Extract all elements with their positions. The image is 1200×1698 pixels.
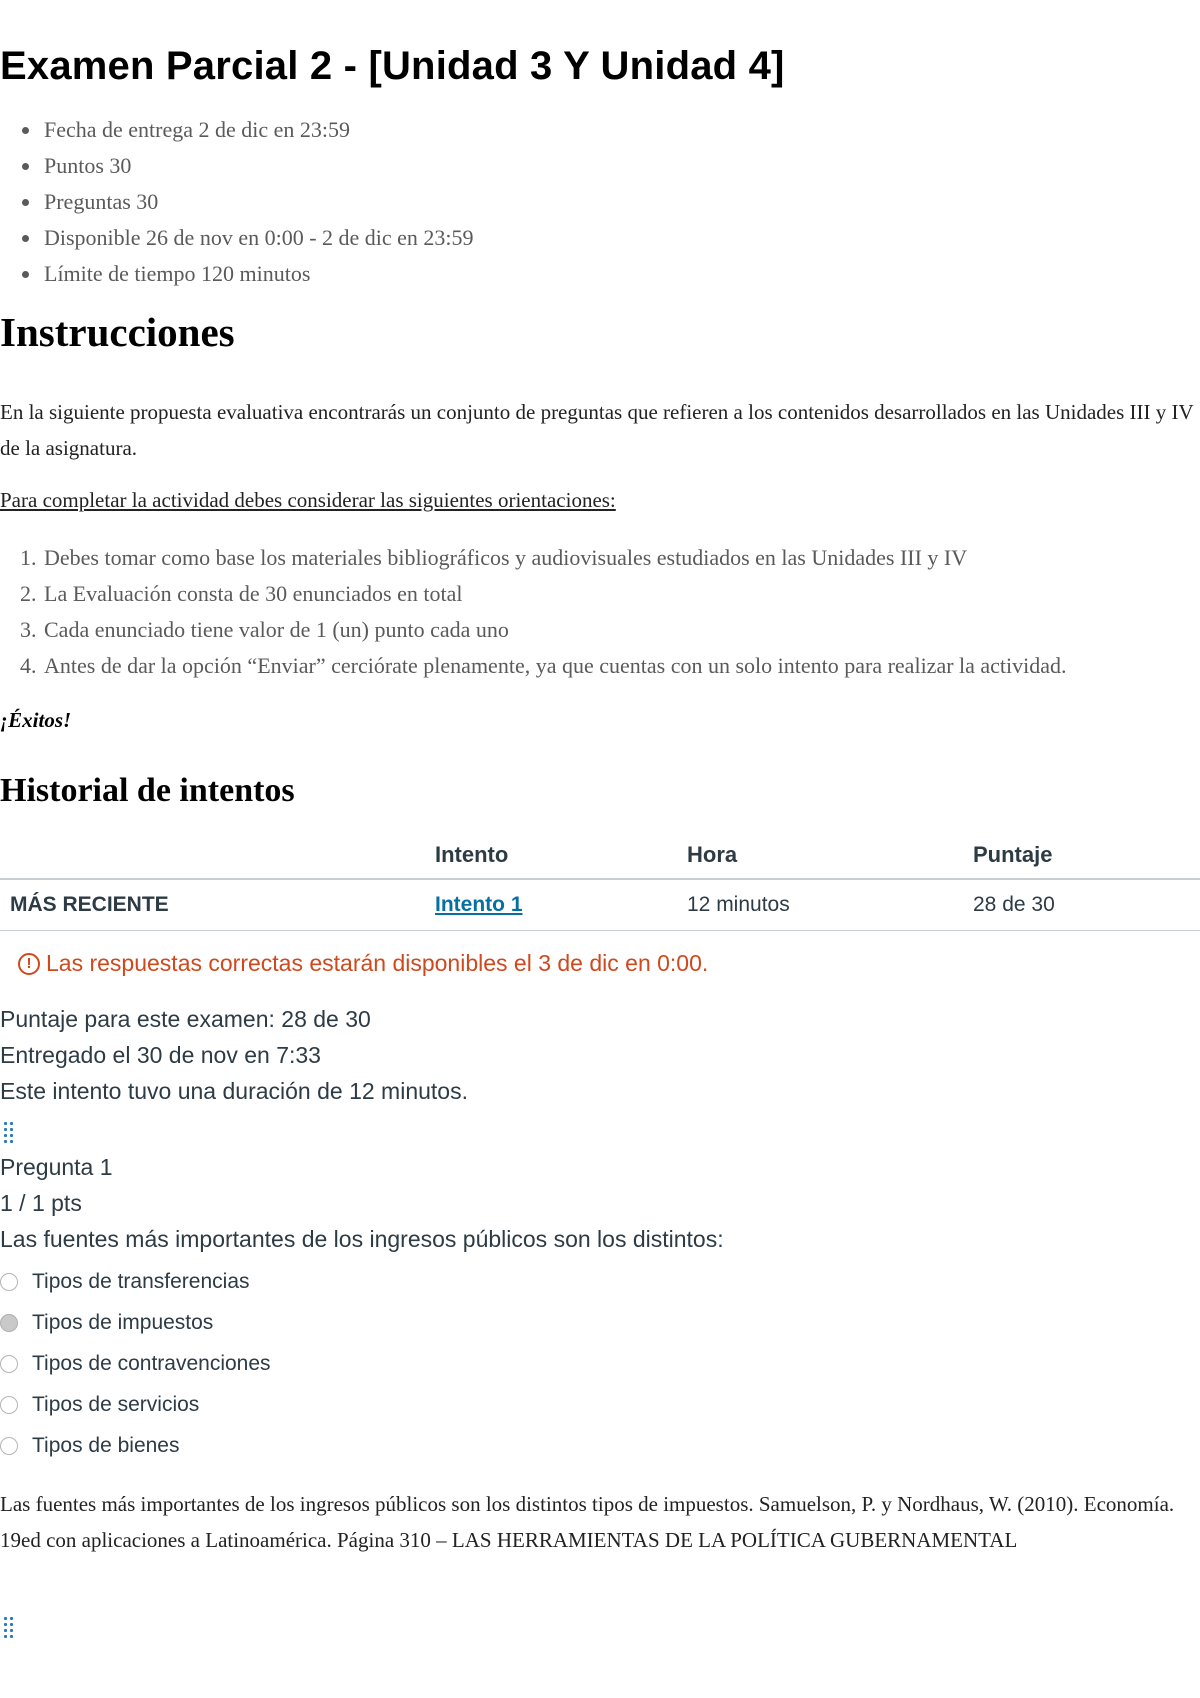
warning-icon: ! [18, 953, 40, 975]
detail-time-limit: Límite de tiempo 120 minutos [44, 256, 474, 292]
answer-explanation: Las fuentes más importantes de los ingresos públicos son los distintos tipos de impuestos. Samuelson, P. y Nordhaus, W. (2010). Economía. 19ed con aplicaciones a Latinoamérica. Página 310 – LAS HERRAMIENTAS DE LA POLÍTICA GUBERNAMENTAL [0, 1492, 1175, 1552]
column-header-time: Hora [687, 832, 973, 879]
detail-available: Disponible 26 de nov en 0:00 - 2 de dic en 23:59 [44, 220, 474, 256]
question-text: Las fuentes más importantes de los ingresos públicos son los distintos: [0, 1226, 724, 1252]
drag-handle-icon[interactable] [4, 1120, 16, 1146]
step-number: 2. [20, 581, 37, 606]
step-text: Debes tomar como base los materiales bibliográficos y audiovisuales estudiados en las Unidades III y IV [44, 545, 968, 570]
step-item [20, 576, 1067, 612]
attempt-cell [435, 879, 687, 931]
instructions-paragraph: En la siguiente propuesta evaluativa encontrarás un conjunto de preguntas que refieren a los contenidos desarrollados en las Unidades III y IV de la asignatura. [0, 400, 1194, 460]
step-item [20, 540, 1067, 576]
quiz-score: Puntaje para este examen: 28 de 30 [0, 1006, 371, 1032]
answer-option [0, 1349, 271, 1379]
radio-selected-icon [0, 1314, 18, 1332]
column-header-blank [0, 832, 435, 879]
answer-label: Tipos de servicios [32, 1393, 200, 1416]
radio-icon [0, 1437, 18, 1455]
question-points: 1 / 1 pts [0, 1190, 82, 1216]
column-header-attempt: Intento [435, 832, 687, 879]
instructions-heading: Instrucciones [0, 309, 235, 355]
drag-handle-icon[interactable] [4, 1615, 16, 1641]
closing-message: ¡Éxitos! [0, 708, 72, 732]
attempt-score: 28 de 30 [973, 879, 1200, 931]
column-header-score: Puntaje [973, 832, 1200, 879]
answer-option-selected [0, 1308, 213, 1338]
table-header-row [0, 832, 1200, 879]
attempt-link[interactable]: Intento 1 [435, 893, 523, 916]
step-text: Antes de dar la opción “Enviar” cerciórate plenamente, ya que cuentas con un solo intento para realizar la actividad. [44, 653, 1067, 678]
history-heading: Historial de intentos [0, 772, 295, 809]
step-item [20, 648, 1067, 684]
answer-option [0, 1431, 179, 1461]
question-number: Pregunta 1 [0, 1154, 113, 1180]
orientations-label: Para completar la actividad debes considerar las siguientes orientaciones: [0, 488, 616, 512]
attempt-history-table [0, 832, 1200, 931]
radio-icon [0, 1355, 18, 1373]
notice-text: Las respuestas correctas estarán disponibles el 3 de dic en 0:00. [46, 950, 709, 976]
step-item [20, 612, 1067, 648]
detail-points: Puntos 30 [44, 148, 474, 184]
answer-label: Tipos de transferencias [32, 1270, 250, 1293]
answer-option [0, 1267, 250, 1297]
radio-icon [0, 1273, 18, 1291]
step-number: 3. [20, 617, 37, 642]
step-text: Cada enunciado tiene valor de 1 (un) punto cada uno [44, 617, 509, 642]
step-number: 1. [20, 545, 37, 570]
attempt-label: MÁS RECIENTE [0, 879, 435, 931]
correct-answers-notice [18, 950, 708, 977]
attempt-time: 12 minutos [687, 879, 973, 931]
step-text: La Evaluación consta de 30 enunciados en total [44, 581, 463, 606]
answer-option [0, 1390, 199, 1420]
quiz-details-list [0, 112, 474, 292]
attempt-duration: Este intento tuvo una duración de 12 minutos. [0, 1078, 468, 1104]
detail-questions: Preguntas 30 [44, 184, 474, 220]
page-title: Examen Parcial 2 - [Unidad 3 Y Unidad 4] [0, 44, 785, 88]
detail-due-date: Fecha de entrega 2 de dic en 23:59 [44, 112, 474, 148]
step-number: 4. [20, 653, 37, 678]
answer-label: Tipos de impuestos [32, 1311, 214, 1334]
instructions-steps [0, 540, 1067, 684]
radio-icon [0, 1396, 18, 1414]
table-row [0, 879, 1200, 931]
answer-label: Tipos de bienes [32, 1434, 180, 1457]
answer-label: Tipos de contravenciones [32, 1352, 271, 1375]
submitted-date: Entregado el 30 de nov en 7:33 [0, 1042, 321, 1068]
